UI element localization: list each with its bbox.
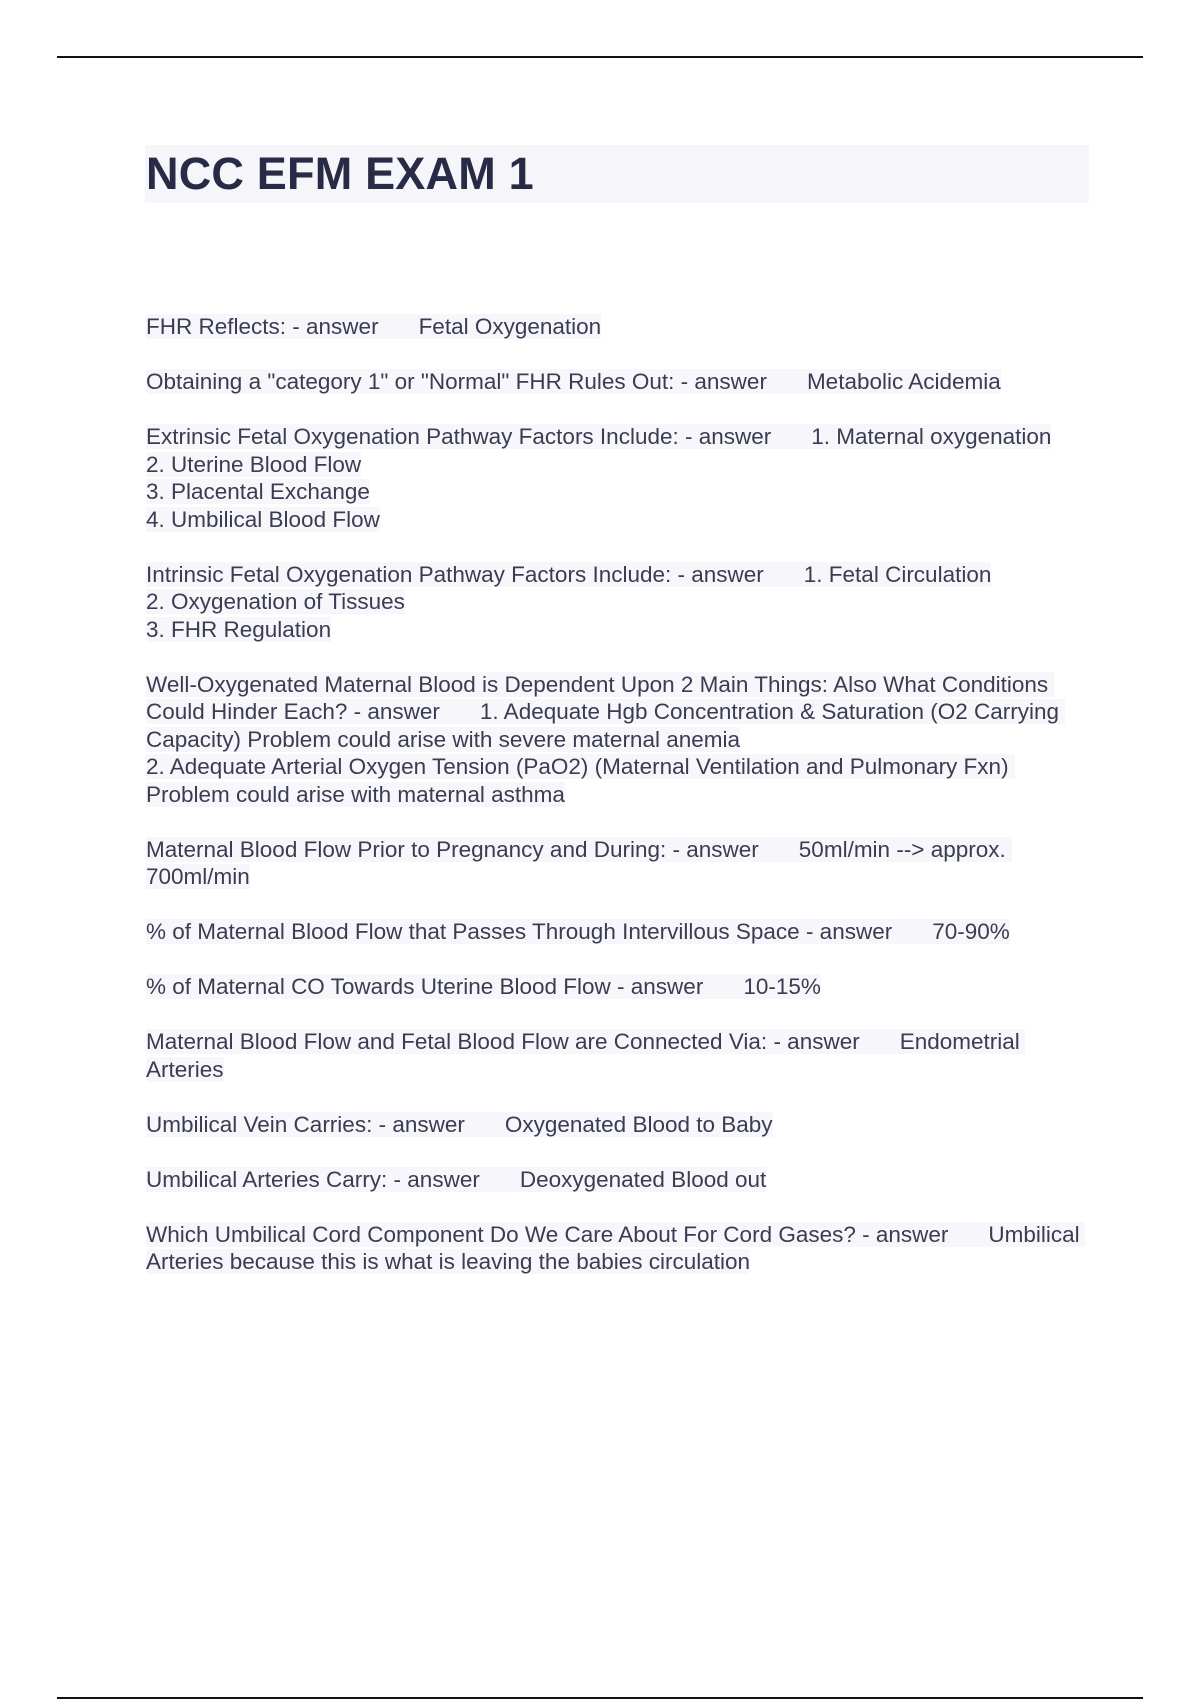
qa-separator: - answer <box>674 369 767 394</box>
qa-answer: 70-90% <box>932 919 1010 944</box>
qa-answer: Fetal Oxygenation <box>418 314 602 339</box>
qa-question: Umbilical Arteries Carry: <box>146 1166 388 1192</box>
qa-question: Umbilical Vein Carries: <box>146 1111 373 1137</box>
qa-separator: - answer <box>799 919 893 944</box>
qa-item <box>146 1111 1092 1139</box>
qa-answer: Endometrial Arteries <box>146 1029 1025 1082</box>
qa-separator: - answer <box>387 1166 480 1192</box>
qa-question: Maternal Blood Flow Prior to Pregnancy and During: <box>146 836 667 862</box>
qa-answer: 10-15% <box>743 974 821 999</box>
qa-separator: - answer <box>610 974 704 999</box>
qa-item <box>146 973 1092 1001</box>
qa-question: Extrinsic Fetal Oxygenation Pathway Factors Include: <box>146 424 679 449</box>
qa-separator: - answer <box>286 314 379 339</box>
qa-answer: 1. Maternal oxygenation 2. Uterine Blood Flow 3. Placental Exchange 4. Umbilical Blood Flow <box>146 424 1052 532</box>
qa-question: % of Maternal Blood Flow that Passes Through Intervillous Space <box>146 919 800 944</box>
qa-separator: - answer <box>671 561 764 587</box>
qa-question: FHR Reflects: <box>146 314 287 339</box>
qa-question: Which Umbilical Cord Component Do We Care About For Cord Gases? <box>146 1221 856 1247</box>
qa-separator: - answer <box>855 1221 949 1247</box>
qa-item <box>146 1221 1092 1276</box>
qa-answer: Umbilical Arteries because this is what is leaving the babies circulation <box>146 1221 1085 1274</box>
qa-item <box>146 918 1092 946</box>
qa-question: % of Maternal CO Towards Uterine Blood Flow <box>146 974 611 999</box>
qa-separator: - answer <box>347 699 440 724</box>
qa-separator: - answer <box>372 1111 465 1137</box>
qa-answer: Deoxygenated Blood out <box>519 1166 767 1192</box>
qa-answer: 50ml/min --> approx. 700ml/min <box>146 836 1013 889</box>
qa-separator: - answer <box>678 424 772 449</box>
document-title: NCC EFM EXAM 1 <box>146 148 534 199</box>
qa-question: Intrinsic Fetal Oxygenation Pathway Factors Include: <box>146 561 672 587</box>
qa-question: Maternal Blood Flow and Fetal Blood Flow are Connected Via: <box>146 1029 768 1054</box>
qa-answer: 1. Adequate Hgb Concentration & Saturation (O2 Carrying Capacity) Problem could arise with severe maternal anemia 2. Adequate Arterial Oxygen Tension (PaO2) (Maternal Ventilation and Pulmonary Fxn) Problem could arise with maternal asthma <box>146 699 1065 807</box>
qa-answer: Metabolic Acidemia <box>806 369 1001 394</box>
qa-separator: - answer <box>767 1029 860 1054</box>
qa-question: Obtaining a "category 1" or "Normal" FHR Rules Out: <box>146 369 675 394</box>
qa-item <box>146 368 1092 396</box>
qa-item <box>146 1166 1092 1194</box>
qa-item <box>146 1028 1092 1083</box>
qa-item <box>146 561 1092 644</box>
qa-answer: 1. Fetal Circulation 2. Oxygenation of Tissues 3. FHR Regulation <box>146 561 992 642</box>
top-rule <box>57 56 1143 58</box>
qa-item <box>146 836 1092 891</box>
qa-item <box>146 423 1092 533</box>
qa-answer: Oxygenated Blood to Baby <box>504 1111 773 1137</box>
qa-item <box>146 671 1092 809</box>
qa-question: Well-Oxygenated Maternal Blood is Dependent Upon 2 Main Things: Also What Conditions Could Hinder Each? <box>146 671 1055 724</box>
bottom-rule <box>57 1697 1143 1699</box>
qa-item <box>146 313 1092 341</box>
qa-list <box>146 313 1092 1303</box>
qa-separator: - answer <box>666 836 759 862</box>
